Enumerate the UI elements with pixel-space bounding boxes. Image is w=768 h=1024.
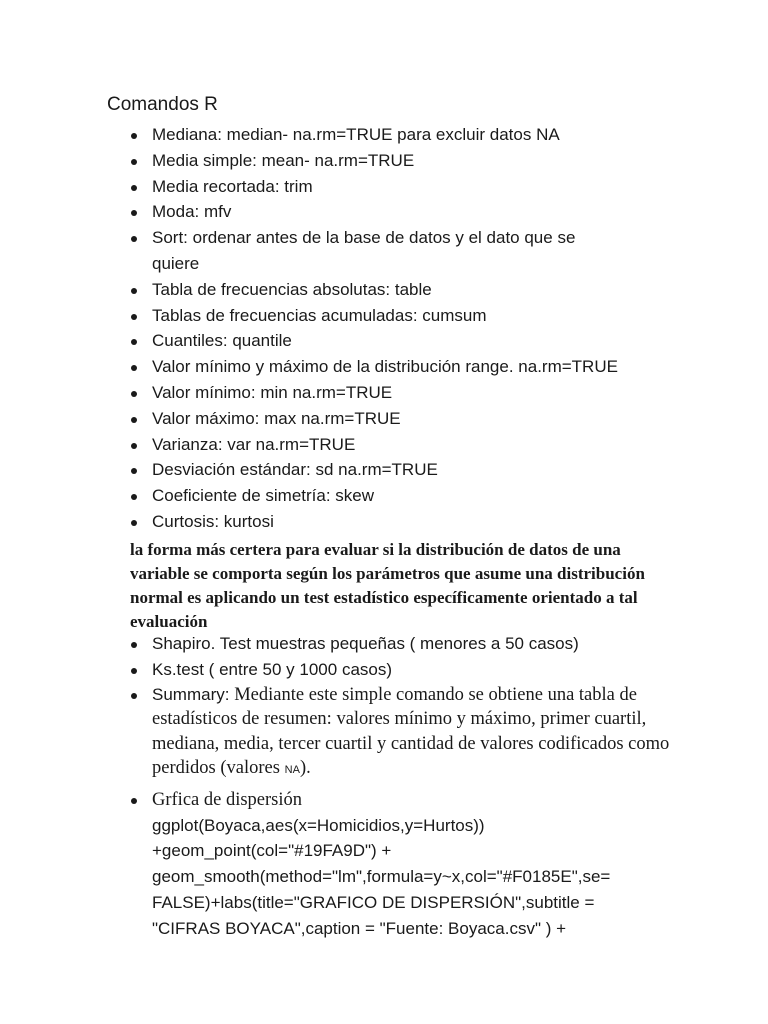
bullet-icon — [131, 236, 137, 242]
list-item — [128, 199, 688, 225]
list-item-text: Sort: ordenar antes de la base de datos y el dato que se quiere — [152, 228, 576, 273]
list-item-summary — [128, 683, 688, 785]
grafica-title: Grfica de dispersión — [152, 789, 303, 810]
list-item — [128, 354, 688, 380]
summary-label: Summary: — [152, 684, 230, 704]
summary-text: Mediante este simple comando se obtiene una tabla de estadísticos de resumen: valores mínimo y máximo, primer cuartil, mediana, media, tercer cuartil y cantidad de valores codificados como perdidos (valores — [152, 684, 670, 779]
bullet-icon — [131, 185, 137, 191]
list-item — [128, 277, 688, 303]
list-item — [128, 225, 622, 277]
list-item-text: Tablas de frecuencias acumuladas: cumsum — [152, 305, 487, 325]
bullet-icon — [131, 417, 137, 423]
list-item-text: Valor mínimo: min na.rm=TRUE — [152, 382, 393, 402]
list-item-text: Moda: mfv — [152, 202, 232, 222]
bullet-icon — [131, 668, 137, 674]
summary-na: NA — [284, 764, 300, 777]
list-item-text: Mediana: median- na.rm=TRUE para excluir datos NA — [152, 125, 560, 144]
bullet-icon — [131, 494, 137, 500]
list-item-ks — [128, 657, 688, 683]
list-item-text: Desviación estándar: sd na.rm=TRUE — [152, 460, 438, 480]
bullet-icon — [131, 468, 137, 474]
list-item-text: Tabla de frecuencias absolutas: table — [152, 279, 432, 299]
code-line: geom_smooth(method="lm",formula=y~x,col="#F0185E",se= — [152, 867, 611, 887]
list-item — [128, 432, 688, 458]
list-item — [128, 174, 688, 200]
code-line: FALSE)+labs(title="GRAFICO DE DISPERSIÓN",subtitle = — [152, 892, 595, 912]
bullet-icon — [131, 391, 137, 397]
bullet-icon — [131, 288, 137, 294]
bullet-icon — [131, 210, 137, 216]
list-item-text: Valor máximo: max na.rm=TRUE — [152, 408, 401, 428]
commands-list — [128, 122, 688, 535]
list-item-text: Coeficiente de simetría: skew — [152, 486, 375, 506]
bullet-icon — [131, 642, 137, 648]
list-item-text: Shapiro. Test muestras pequeñas ( menores a 50 casos) — [152, 634, 579, 653]
summary-end: ). — [299, 758, 311, 779]
list-item-text: Varianza: var na.rm=TRUE — [152, 434, 356, 454]
code-line: +geom_point(col="#19FA9D") + — [152, 841, 392, 861]
bullet-icon — [131, 159, 137, 165]
list-item-text: Valor mínimo y máximo de la distribución range. na.rm=TRUE — [152, 357, 618, 377]
bullet-icon — [131, 798, 137, 804]
bullet-icon — [131, 365, 137, 371]
list-item — [128, 303, 688, 329]
bullet-icon — [131, 693, 137, 699]
page-title: Comandos R — [107, 94, 218, 115]
list-item-grafica — [128, 787, 688, 942]
list-item-text: Cuantiles: quantile — [152, 331, 292, 351]
list-item-text: Media recortada: trim — [152, 176, 313, 196]
bullet-icon — [131, 443, 137, 449]
list-item — [128, 406, 688, 432]
bullet-icon — [131, 339, 137, 345]
code-line: ggplot(Boyaca,aes(x=Homicidios,y=Hurtos)) — [152, 815, 485, 835]
normality-paragraph: la forma más certera para evaluar si la distribución de datos de una variable se comporta según los parámetros que asume una distribución normal es aplicando un test estadístico específicamente orientado a tal evaluación — [130, 540, 645, 631]
list-item — [128, 483, 688, 509]
list-item — [128, 457, 688, 483]
list-item — [128, 380, 688, 406]
list-item — [128, 509, 688, 535]
tests-list — [128, 631, 688, 942]
bullet-icon — [131, 133, 137, 139]
bullet-icon — [131, 314, 137, 320]
list-item-shapiro — [128, 631, 688, 657]
list-item — [128, 148, 688, 174]
list-item-text: Ks.test ( entre 50 y 1000 casos) — [152, 659, 393, 679]
list-item — [128, 122, 688, 148]
bullet-icon — [131, 520, 137, 526]
list-item-text: Curtosis: kurtosi — [152, 511, 274, 531]
code-line: "CIFRAS BOYACA",caption = "Fuente: Boyaca.csv" ) + — [152, 918, 567, 938]
list-item — [128, 328, 688, 354]
list-item-text: Media simple: mean- na.rm=TRUE — [152, 150, 415, 170]
